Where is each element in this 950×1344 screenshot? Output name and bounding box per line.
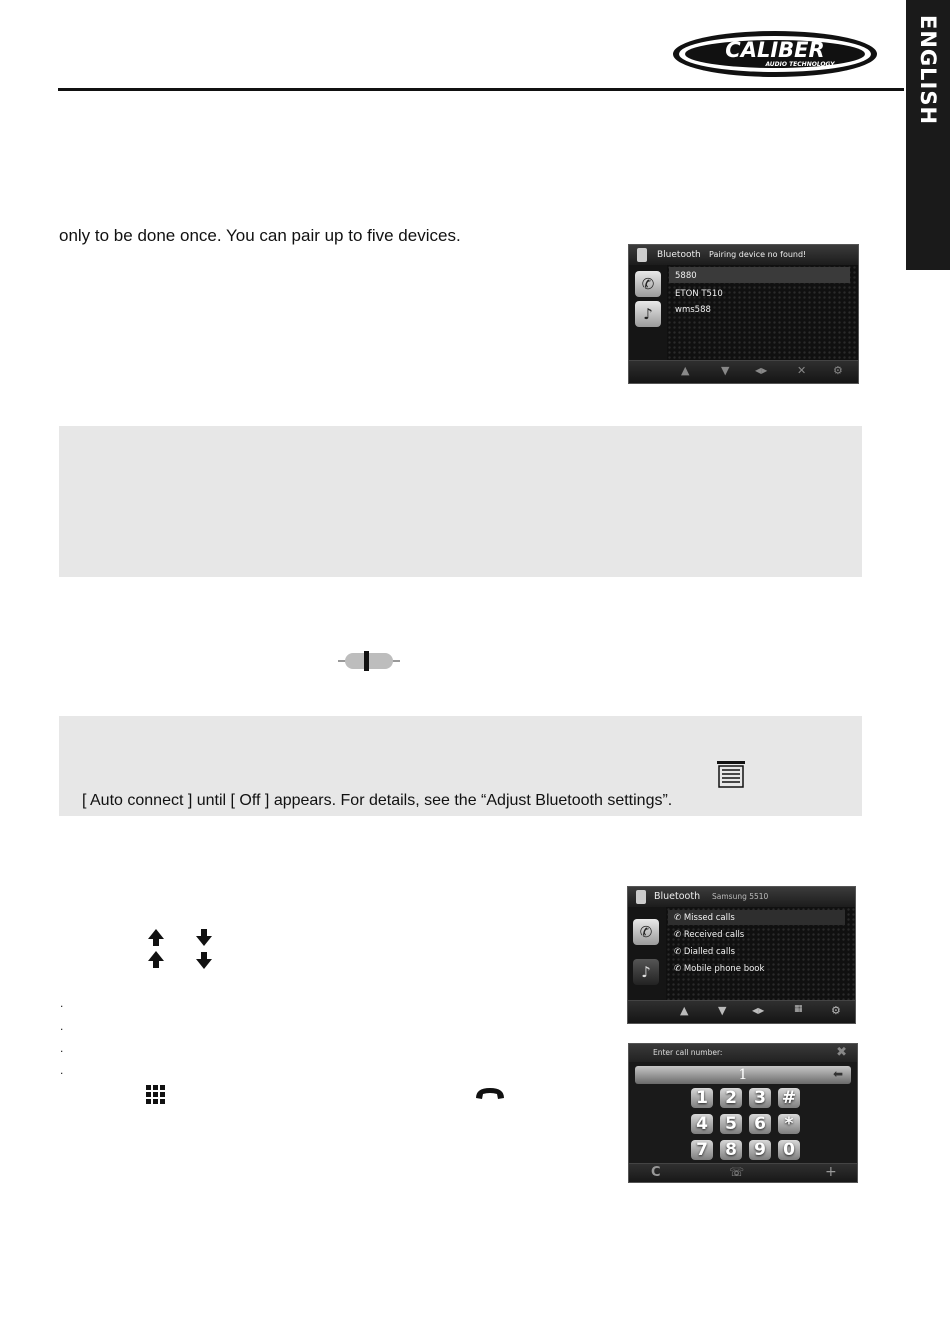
- device-name: Samsung 5510: [712, 892, 769, 901]
- device-item[interactable]: 5880: [675, 271, 697, 281]
- close-icon[interactable]: ✖: [836, 1045, 847, 1060]
- bullet-dot: .: [60, 996, 64, 1010]
- call-title: Bluetooth: [654, 891, 701, 902]
- call-list-item[interactable]: ✆ Dialled calls: [674, 947, 736, 957]
- clear-button[interactable]: C: [651, 1165, 661, 1180]
- bluetooth-icon: [636, 890, 646, 904]
- language-tab: [906, 0, 950, 270]
- call-sidebar: [628, 907, 666, 1001]
- bluetooth-icon: [637, 248, 647, 262]
- dial-bottom-bar: [629, 1163, 857, 1182]
- pairing-status: Pairing device no found!: [709, 250, 807, 259]
- menu-list-icon-graphic: [716, 760, 746, 788]
- call-top-bar: [628, 887, 855, 907]
- header-rule: [58, 88, 904, 91]
- intro-text: only to be done once. You can pair up to five devices.: [59, 226, 461, 245]
- music-icon[interactable]: ♪: [635, 301, 661, 327]
- keypad-key[interactable]: 0: [778, 1140, 800, 1160]
- call-list-item[interactable]: ✆ Received calls: [674, 930, 745, 940]
- pairing-top-bar: [629, 245, 858, 265]
- backspace-icon[interactable]: ⬅: [832, 1067, 843, 1081]
- down-arrow-icon[interactable]: ▼: [721, 364, 730, 377]
- call-list-label: Missed calls: [683, 913, 735, 923]
- up-arrow-icon[interactable]: ▲: [680, 1004, 689, 1017]
- device-item[interactable]: ETON T510: [675, 289, 723, 299]
- keypad-key[interactable]: 9: [749, 1140, 771, 1160]
- gear-icon[interactable]: ⚙: [831, 1004, 841, 1017]
- dial-prompt: Enter call number:: [653, 1048, 723, 1057]
- device-item[interactable]: wms588: [675, 305, 711, 315]
- call-bottom-bar: [628, 1000, 855, 1023]
- pairing-list-area: [667, 265, 858, 361]
- phone-icon[interactable]: ✆: [635, 271, 661, 297]
- dial-screenshot: [628, 1043, 858, 1183]
- menu-list-icon: [716, 760, 746, 788]
- pairing-screenshot: [628, 244, 859, 384]
- call-list-label: Mobile phone book: [683, 964, 765, 974]
- keypad-key[interactable]: *: [778, 1114, 800, 1134]
- close-icon[interactable]: ✕: [797, 364, 807, 377]
- keypad-key[interactable]: 6: [749, 1114, 771, 1134]
- call-list-label: Dialled calls: [683, 947, 736, 957]
- caliber-logo-graphic: [672, 30, 878, 78]
- keypad-key[interactable]: 8: [720, 1140, 742, 1160]
- pairing-bottom-bar: [629, 360, 858, 383]
- keypad-key[interactable]: 7: [691, 1140, 713, 1160]
- svg-text:CALIBER: CALIBER: [725, 38, 825, 62]
- plus-icon[interactable]: +: [825, 1164, 837, 1180]
- keypad-grid-icon: [145, 1084, 167, 1104]
- up-arrow-icon[interactable]: ▲: [681, 364, 690, 377]
- bullet-dot: .: [60, 1063, 64, 1077]
- switch-icon: [338, 651, 400, 671]
- pairing-title: Bluetooth: [657, 250, 701, 260]
- call-list-label: Received calls: [683, 930, 745, 940]
- entered-number: 1: [738, 1067, 748, 1083]
- note-text: [ Auto connect ] until [ Off ] appears. For details, see the “Adjust Bluetooth settings”.: [82, 792, 673, 809]
- music-icon[interactable]: ♪: [633, 959, 659, 985]
- bullet-dot: .: [60, 1041, 64, 1055]
- keypad-icon[interactable]: ▦: [794, 1004, 803, 1014]
- keypad-key[interactable]: 2: [720, 1088, 742, 1108]
- hang-up-icon[interactable]: ☏: [729, 1165, 745, 1179]
- gear-icon[interactable]: ⚙: [833, 364, 843, 377]
- language-label: ENGLISH: [916, 14, 940, 126]
- dial-top-bar: [629, 1044, 857, 1062]
- svg-text:AUDIO TECHNOLOGY: AUDIO TECHNOLOGY: [765, 61, 835, 68]
- keypad-key[interactable]: #: [778, 1088, 800, 1108]
- keypad-key[interactable]: 5: [720, 1114, 742, 1134]
- phone-icon[interactable]: ✆: [633, 919, 659, 945]
- keypad-key[interactable]: 3: [749, 1088, 771, 1108]
- pairing-sidebar: [629, 265, 667, 361]
- number-display: [635, 1066, 851, 1084]
- call-menu-screenshot: [627, 886, 856, 1024]
- connect-arrows-icon[interactable]: ◀▶: [755, 366, 768, 375]
- bullet-dot: .: [60, 1019, 64, 1033]
- hang-up-icon: [474, 1086, 506, 1102]
- keypad: [691, 1088, 805, 1160]
- keypad-key[interactable]: 1: [691, 1088, 713, 1108]
- info-box: [59, 426, 862, 577]
- keypad-key[interactable]: 4: [691, 1114, 713, 1134]
- call-list-item[interactable]: ✆ Missed calls: [674, 913, 735, 923]
- down-arrow-icon[interactable]: ▼: [718, 1004, 727, 1017]
- caliber-logo: [672, 30, 878, 78]
- call-list-item[interactable]: ✆ Mobile phone book: [674, 964, 765, 974]
- arrow-icons-graphic: [146, 928, 218, 972]
- switch-icon-graphic: [338, 651, 400, 671]
- hang-up-graphic: [474, 1086, 506, 1102]
- keypad-grid-graphic: [145, 1084, 167, 1104]
- call-list-area: [666, 907, 855, 1001]
- connect-arrows-icon[interactable]: ◀▶: [752, 1006, 765, 1015]
- arrow-icons: [146, 928, 218, 972]
